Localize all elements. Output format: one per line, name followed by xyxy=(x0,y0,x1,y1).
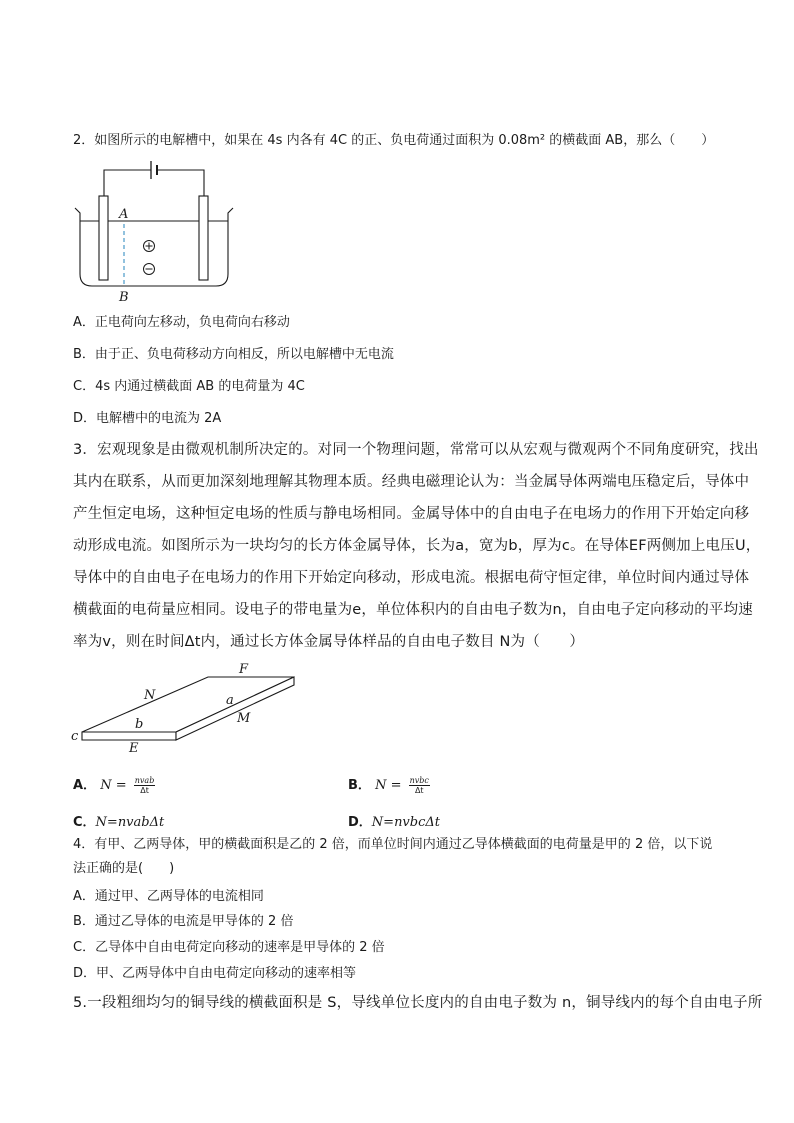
q3-option-d xyxy=(348,814,440,832)
q3-option-b-numerator: nvbc xyxy=(409,776,429,785)
q3-line-5: 导体中的自由电子在电场力的作用下开始定向移动，形成电流。根据电荷守恒定律，单位时间内通过导体 xyxy=(73,570,750,586)
electrolysis-figure xyxy=(73,158,243,308)
q2-option-c: C．4s 内通过横截面 AB 的电荷量为 4C xyxy=(73,379,305,394)
q4-line-1: 4．有甲、乙两导体，甲的横截面积是乙的 2 倍，而单位时间内通过乙导体横截面的电荷量是甲的 2 倍，以下说 xyxy=(73,837,713,852)
q3-option-b-label: B． xyxy=(348,778,371,793)
q3-option-a-denominator: Δt xyxy=(140,786,149,795)
q3-line-3: 产生恒定电场，这种恒定电场的性质与静电场相同。金属导体中的自由电子在电场力的作用下开始定向移 xyxy=(73,506,750,522)
q2-option-d: D．电解槽中的电流为 2A xyxy=(73,411,222,426)
q4-option-c: C．乙导体中自由电荷定向移动的速率是甲导体的 2 倍 xyxy=(73,940,385,955)
q5-stem: 5.一段粗细均匀的铜导线的横截面积是 S，导线单位长度内的自由电子数为 n，铜导线内的每个自由电子所 xyxy=(73,995,763,1011)
q3-option-a-numerator: nvab xyxy=(134,776,155,785)
q3-line-7: 率为v，则在时间Δt内，通过长方体金属导体样品的自由电子数目 N为（ ） xyxy=(73,634,585,650)
q3-option-d-label: D． xyxy=(348,815,372,830)
q2-stem: 2．如图所示的电解槽中，如果在 4s 内各有 4C 的正、负电荷通过面积为 0.08m² 的横截面 AB，那么（ ） xyxy=(73,133,715,148)
q3-line-6: 横截面的电荷量应相同。设电子的带电量为e，单位体积内的自由电子数为n，自由电子定向移动的平均速 xyxy=(73,602,754,618)
label-N: N xyxy=(144,688,156,703)
q3-line-4: 动形成电流。如图所示为一块均匀的长方体金属导体，长为a，宽为b，厚为c。在导体EF两侧加上电压U， xyxy=(73,538,761,554)
q4-option-b: B．通过乙导体的电流是甲导体的 2 倍 xyxy=(73,914,294,929)
q3-option-c-label: C． xyxy=(73,815,96,830)
q3-option-b-denominator: Δt xyxy=(414,786,424,795)
q2-option-b: B．由于正、负电荷移动方向相反，所以电解槽中无电流 xyxy=(73,347,394,362)
q3-option-a-label: A． xyxy=(73,778,97,793)
q3-line-2: 其内在联系，从而更加深刻地理解其物理本质。经典电磁理论认为：当金属导体两端电压稳定后，导体中 xyxy=(73,474,750,490)
q3-option-b xyxy=(348,776,430,795)
q2-option-a: A．正电荷向左移动，负电荷向右移动 xyxy=(73,315,290,330)
q3-option-c-text: N=nvabΔt xyxy=(95,815,165,830)
label-A: A xyxy=(119,207,129,222)
q3-option-a xyxy=(73,776,155,795)
q4-option-a: A．通过甲、乙两导体的电流相同 xyxy=(73,889,264,904)
label-M: M xyxy=(237,711,251,726)
q3-option-b-fraction xyxy=(409,776,430,795)
label-a: a xyxy=(226,693,234,708)
label-E: E xyxy=(129,741,139,756)
q3-option-d-text: N=nvbcΔt xyxy=(371,815,440,830)
q3-option-b-lhs: N = xyxy=(375,778,402,793)
label-c: c xyxy=(71,729,79,744)
label-b: b xyxy=(135,717,144,732)
label-B: B xyxy=(119,290,129,305)
q3-line-1: 3．宏观现象是由微观机制所决定的。对同一个物理问题，常常可以从宏观与微观两个不同角度研究，找出 xyxy=(73,442,759,458)
q3-option-c xyxy=(73,814,164,832)
q3-option-a-lhs: N = xyxy=(100,778,127,793)
q3-option-a-fraction xyxy=(134,776,156,795)
q4-line-2: 法正确的是( ) xyxy=(73,861,175,876)
metal-block-figure xyxy=(68,658,308,758)
q4-option-d: D．甲、乙两导体中自由电荷定向移动的速率相等 xyxy=(73,966,357,981)
label-F: F xyxy=(239,662,249,677)
